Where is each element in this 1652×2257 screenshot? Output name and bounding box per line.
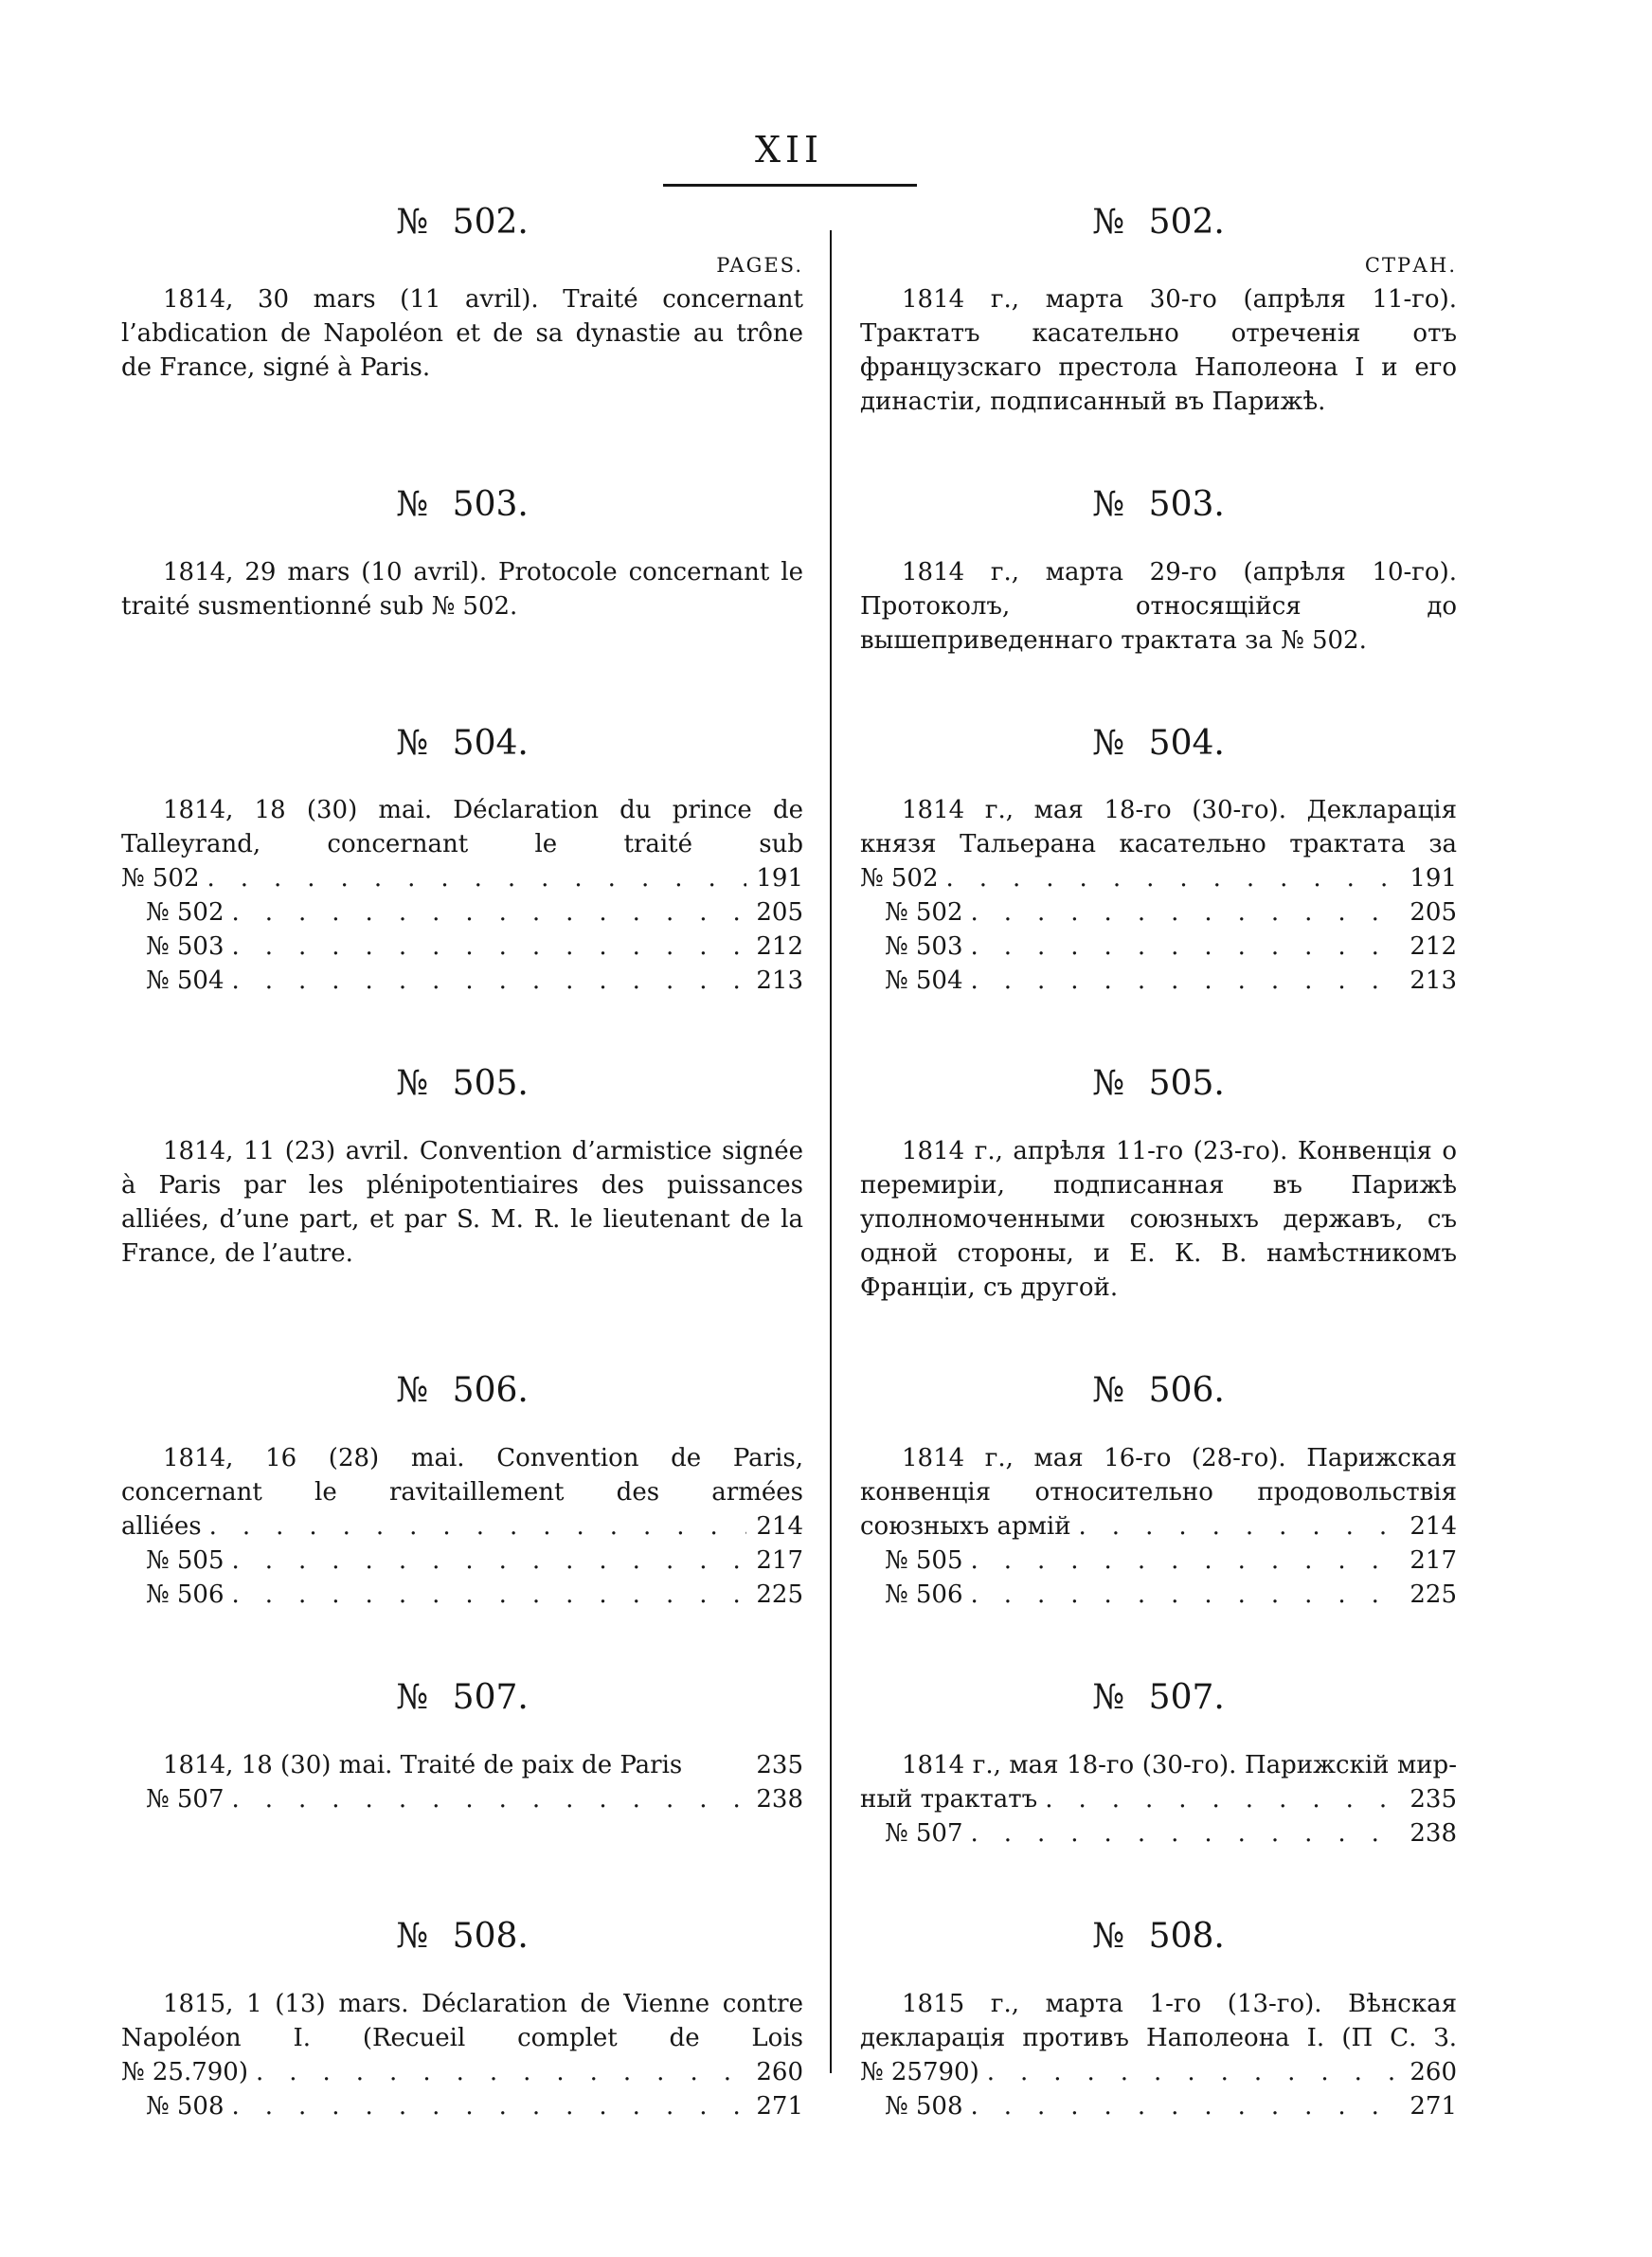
entry-number: № 506.: [1092, 1371, 1225, 1411]
dot-leader: [209, 1509, 746, 1544]
toc-label: № 507: [885, 1818, 963, 1848]
toc-line: [885, 2089, 1457, 2123]
dot-leader: [971, 895, 1401, 930]
dot-leader: [232, 2089, 747, 2123]
column-fr: [121, 1677, 803, 1851]
column-gap: [803, 1919, 860, 2123]
toc-line: [146, 1544, 803, 1578]
page-number: 213: [756, 966, 803, 996]
toc-label: № 505: [885, 1545, 963, 1575]
entry: [121, 723, 1457, 999]
column-ru: [860, 205, 1457, 419]
entry-paragraph: 1814, 11 (23) avril. Convention d’armistice signée à Paris par les plénipotentiaires des puissances alliées, d’une part, et par S. M. R. le lieutenant de la France, de l’autre.: [121, 1137, 803, 1269]
column-header-stran: СТРАН.: [1364, 253, 1457, 277]
column-ru: [860, 1066, 1457, 1305]
column-fr: [121, 205, 803, 419]
page-number: 217: [1410, 1545, 1457, 1575]
page-number: 191: [756, 864, 803, 894]
toc-line: [146, 1782, 803, 1816]
page-number: 214: [756, 1511, 803, 1541]
toc-label: alliées: [121, 1511, 202, 1541]
toc-label: № 502: [146, 898, 224, 928]
entry-paragraph: 1814 г., мая 16-го (28-го). Парижская конвенція относительно продовольствія: [860, 1443, 1457, 1507]
entry-paragraph: 1814 г., марта 30-го (апрѣля 11-го). Трактатъ касательно отреченія отъ французскаго престола Наполеона I и его династіи, подписанный въ Парижѣ.: [860, 284, 1457, 416]
dot-leader: [232, 1544, 747, 1578]
page-number: 271: [1410, 2091, 1457, 2121]
toc-label: № 508: [885, 2091, 963, 2121]
dot-leader: [971, 964, 1401, 998]
entry: [121, 484, 1457, 658]
toc-label: союзныхъ армій: [860, 1511, 1071, 1541]
entry-number: № 502.: [396, 203, 529, 242]
dot-leader: [971, 1544, 1401, 1578]
entry-paragraph: 1815 г., марта 1-го (13-го). Вѣнская декларація противъ Наполеона I. (П С. З.: [860, 1989, 1457, 2052]
toc-label: № 503: [885, 932, 963, 962]
page-number: 212: [1410, 932, 1457, 962]
toc-line: [146, 1578, 803, 1612]
toc-line: [860, 861, 1457, 895]
toc-line: [146, 2089, 803, 2123]
toc-line: [121, 861, 803, 895]
page-number: 191: [1410, 864, 1457, 894]
toc-label: № 504: [146, 966, 224, 996]
toc-label: № 506: [146, 1580, 224, 1609]
page-number: 235: [1410, 1784, 1457, 1814]
page-number: 271: [756, 2091, 803, 2121]
entry-paragraph: 1815, 1 (13) mars. Déclaration de Vienne contre Napoléon I. (Recueil complet de Lois: [121, 1989, 803, 2052]
entry-number: № 508.: [396, 1916, 529, 1956]
dot-leader: [232, 964, 747, 998]
column-fr: [121, 723, 803, 999]
column-ru: [860, 1677, 1457, 1851]
entry-paragraph: 1814 г., марта 29-го (апрѣля 10-го). Протоколъ, относящійся до вышеприведеннаго трактата за № 502.: [860, 557, 1457, 655]
column-fr: [121, 1373, 803, 1612]
column-gap: [803, 1373, 860, 1612]
entry-number: № 505.: [1092, 1064, 1225, 1104]
dot-leader: [232, 895, 747, 930]
entry-number: № 503.: [396, 484, 529, 524]
toc-label: № 502: [885, 898, 963, 928]
page-number: 205: [1410, 898, 1457, 928]
page-number: 212: [756, 932, 803, 962]
entry-paragraph: 1814 г., мая 18-го (30-го). Парижскій мир-: [902, 1750, 1457, 1779]
toc-label: № 25.790): [121, 2057, 248, 2086]
page-number: 214: [1410, 1511, 1457, 1541]
toc-label: № 502: [860, 864, 939, 894]
entry: [121, 205, 1457, 419]
entry-number: № 502.: [1092, 203, 1225, 242]
entry-number: № 504.: [396, 723, 529, 763]
toc-label: № 508: [146, 2091, 224, 2121]
entry-paragraph: 1814, 18 (30) mai. Déclaration du prince de Talleyrand, concernant le traité sub: [121, 796, 803, 859]
page-number: 260: [756, 2057, 803, 2086]
toc-line: [146, 964, 803, 998]
column-ru: [860, 1916, 1457, 2123]
page-number: 213: [1410, 966, 1457, 996]
dot-leader: [971, 1816, 1401, 1851]
toc-line: [885, 964, 1457, 998]
toc-line: [885, 1544, 1457, 1578]
dot-leader: [971, 2089, 1401, 2123]
page-number: 225: [1410, 1580, 1457, 1609]
entry: [121, 1677, 1457, 1851]
entry-number: № 506.: [396, 1371, 529, 1411]
dot-leader: [256, 2055, 746, 2089]
toc-line: [885, 895, 1457, 930]
toc-label: 1814, 18 (30) mai. Traité de paix de Paris: [163, 1750, 683, 1779]
column-gap: [803, 1680, 860, 1851]
column-ru: [860, 723, 1457, 999]
column-ru: [860, 484, 1457, 658]
toc-label: № 506: [885, 1580, 963, 1609]
dot-leader: [987, 2055, 1400, 2089]
column-gap: [803, 726, 860, 999]
column-gap: [803, 487, 860, 658]
page-number: 238: [756, 1784, 803, 1814]
dot-leader: [232, 1578, 747, 1612]
entry-number: № 504.: [1092, 723, 1225, 763]
dot-leader: [232, 1782, 747, 1816]
column-header-pages: PAGES.: [716, 253, 803, 277]
column-gap: [803, 205, 860, 419]
toc-line: [860, 2055, 1457, 2089]
page-number: 238: [1410, 1818, 1457, 1848]
entry-paragraph: 1814, 16 (28) mai. Convention de Paris, concernant le ravitaillement des armées: [121, 1443, 803, 1507]
dot-leader: [1045, 1782, 1400, 1816]
page-number: 225: [756, 1580, 803, 1609]
toc-label: № 507: [146, 1784, 224, 1814]
entry-paragraph: 1814, 30 mars (11 avril). Traité concernant l’abdication de Napoléon et de sa dynastie au trône de France, signé à Paris.: [121, 284, 803, 382]
entry-paragraph: 1814 г., апрѣля 11-го (23-го). Конвенція о перемиріи, подписанная въ Парижѣ уполномоченными союзныхъ державъ, съ одной стороны, и Е. К. В. намѣстникомъ Франціи, съ другой.: [860, 1137, 1457, 1303]
toc-label: № 503: [146, 932, 224, 962]
entry-number: № 503.: [1092, 484, 1225, 524]
column-fr: [121, 484, 803, 658]
toc-line: [121, 1509, 803, 1544]
dot-leader: [971, 1578, 1401, 1612]
toc-label: № 502: [121, 864, 200, 894]
column-ru: [860, 1373, 1457, 1612]
page-folio: XII: [754, 129, 824, 171]
entries: [121, 205, 1457, 2192]
toc-line: [163, 1748, 803, 1782]
entry: [121, 1066, 1457, 1305]
column-fr: [121, 1066, 803, 1305]
toc-label: № 505: [146, 1545, 224, 1575]
toc-line: [860, 1782, 1457, 1816]
column-gap: [803, 1066, 860, 1305]
toc-line: [885, 1816, 1457, 1851]
page-number: 217: [756, 1545, 803, 1575]
toc-line: [146, 930, 803, 964]
toc-label: № 504: [885, 966, 963, 996]
toc-line: [885, 1578, 1457, 1612]
toc-line: [860, 1509, 1457, 1544]
entry-paragraph: 1814 г., мая 18-го (30-го). Декларація князя Тальерана касательно трактата за: [860, 796, 1457, 859]
dot-leader: [946, 861, 1401, 895]
entry-number: № 507.: [1092, 1677, 1225, 1717]
entry: [121, 1373, 1457, 1612]
entry: [121, 1916, 1457, 2123]
entry-paragraph: 1814, 29 mars (10 avril). Protocole concernant le traité susmentionné sub № 502.: [121, 557, 803, 621]
dot-leader: [207, 861, 747, 895]
page-number: 235: [756, 1750, 803, 1779]
page-number: 205: [756, 898, 803, 928]
toc-line: [885, 930, 1457, 964]
column-fr: [121, 1916, 803, 2123]
toc-label: ный трактатъ: [860, 1784, 1038, 1814]
toc-line: [146, 895, 803, 930]
toc-label: № 25790): [860, 2057, 979, 2086]
dot-leader: [1079, 1509, 1400, 1544]
entry-number: № 505.: [396, 1064, 529, 1104]
dot-leader: [232, 930, 747, 964]
dot-leader: [971, 930, 1401, 964]
folio-underline-rule: [663, 184, 917, 187]
toc-line: [121, 2055, 803, 2089]
entry-number: № 507.: [396, 1677, 529, 1717]
page-number: 260: [1410, 2057, 1457, 2086]
entry-number: № 508.: [1092, 1916, 1225, 1956]
